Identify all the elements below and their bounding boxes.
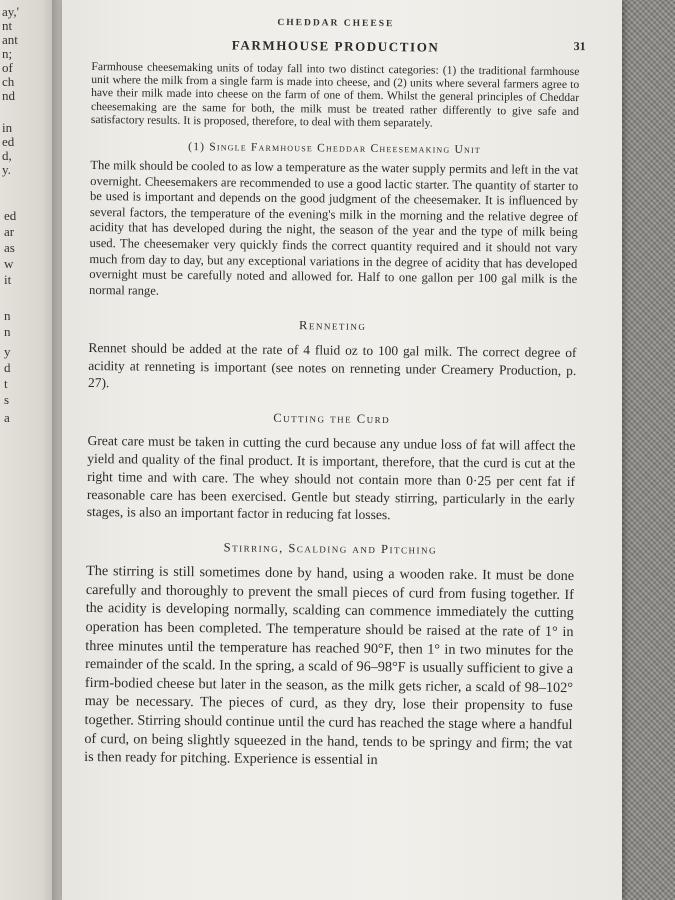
facing-page-text-fragment: a	[4, 410, 10, 425]
facing-page-text-fragment: y.	[2, 162, 11, 177]
facing-page-text-fragment: t	[4, 376, 8, 391]
facing-page-text-fragment: ar	[4, 224, 15, 239]
section-body-stirring-scalding: The stirring is still sometimes done by hand, using a wooden rake. It must be done carefully and thoroughly to prevent the small pieces of curd from fusing together. If the acidity is developing normally, scalding can commence immediately the cutting operation has been completed. The temperature should be raised at the rate of 1° in three minutes until the temperature has reached 90°F, then 1° in two minutes for the remainder of the scald. In the spring, a scald of 96–98°F is usually sufficient to give a firm-bodied cheese but later in the season, as the milk gets richer, a scald of 98–102° may be necessary. The pieces of curd, as they dry, lose their propensity to fuse together. Stirring should continue until the curd has reached the stage where a handful of curd, on being slightly squeezed in the hand, tends to be springy and firm; the vat is then ready for pitching. Experience is essential in	[84, 563, 575, 769]
intro-paragraph: Farmhouse cheesemaking units of today fall into two distinct categories: (1) the traditional farmhouse unit where the milk from a single farm is made into cheese, and (2) units where several farmers agree to have their milk made into cheese on the farm of one of them. Whilst the general principles of Cheddar cheesemaking are the same for both, the milk must be treated rather differently to give safe and satisfactory results. It is proposed, therefore, to deal with them separately.	[90, 59, 580, 130]
book-page	[62, 0, 622, 900]
section-body-single-farmhouse: The milk should be cooled to as low a temperature as the water supply permits and left in the vat overnight. Cheesemakers are recommended to use a good lactic starter. The quantity of starter to be used is important and depends on the good judgment of the cheesemaker. It is influenced by several factors, the temperature of the evening's milk in the morning and the relative degree of acidity that has developed during the night, the season of the year and the type of milk being used. The cheesemaker very quickly finds the correct quantity required and it should not vary much from day to day, but any exceptional variations in the degree of acidity that has developed overnight must be carefully noted and allowed for. Half to one gallon per 100 gal milk is the normal range.	[88, 158, 579, 298]
facing-page-text-fragment: ed	[4, 208, 17, 223]
facing-page-text-fragment: nt	[2, 18, 13, 33]
facing-page-text-fragment: y	[4, 344, 11, 359]
section-heading-cutting-curd: Cutting the Curd	[273, 411, 391, 427]
page-title: FARMHOUSE PRODUCTION	[231, 37, 440, 55]
facing-page-text-fragment: ch	[2, 74, 15, 89]
facing-page-text-fragment: w	[4, 256, 14, 271]
section-heading-single-farmhouse: (1) Single Farmhouse Cheddar Cheesemaking Unit	[188, 141, 481, 157]
section-heading-renneting: Renneting	[298, 318, 367, 334]
page-number: 31	[573, 39, 586, 54]
facing-page-text-fragment: n;	[2, 46, 13, 61]
facing-page-text-fragment: nd	[2, 88, 15, 103]
facing-page-text-fragment: of	[2, 60, 13, 75]
running-head: CHEDDAR CHEESE	[277, 17, 395, 30]
facing-page-text-fragment: d	[4, 360, 11, 375]
facing-page-text-fragment: ay,'	[2, 4, 20, 19]
section-body-renneting: Rennet should be added at the rate of 4 fluid oz to 100 gal milk. The correct degree of acidity at renneting is important (see notes on renneting under Creamery Production, p. 27).	[88, 340, 577, 391]
facing-page-text-fragment: ed	[2, 134, 15, 149]
facing-page-text-fragment: n	[4, 308, 11, 323]
facing-page-text-fragment: d,	[2, 148, 12, 163]
facing-page-edge	[0, 0, 60, 900]
facing-page-text-fragment: s	[4, 392, 10, 407]
facing-page-text-fragment: as	[4, 240, 15, 255]
page-content	[84, 10, 586, 772]
section-body-cutting-curd: Great care must be taken in cutting the curd because any undue loss of fat will affect the yield and quality of the final product. It is important, therefore, that the curd is cut at the right time and with care. The whey should not contain more than 0·25 per cent fat if reasonable care has been exercised. Gentle but steady stirring, particularly in the early stages, is also an important factor in reducing fat losses.	[86, 433, 576, 523]
section-heading-stirring-scalding: Stirring, Scalding and Pitching	[223, 540, 438, 557]
facing-page-text-fragment: it	[4, 272, 12, 287]
facing-page-text-fragment: ant	[2, 32, 18, 47]
facing-page-text-fragment: n	[4, 324, 11, 339]
facing-page-text-fragment: in	[2, 120, 13, 135]
